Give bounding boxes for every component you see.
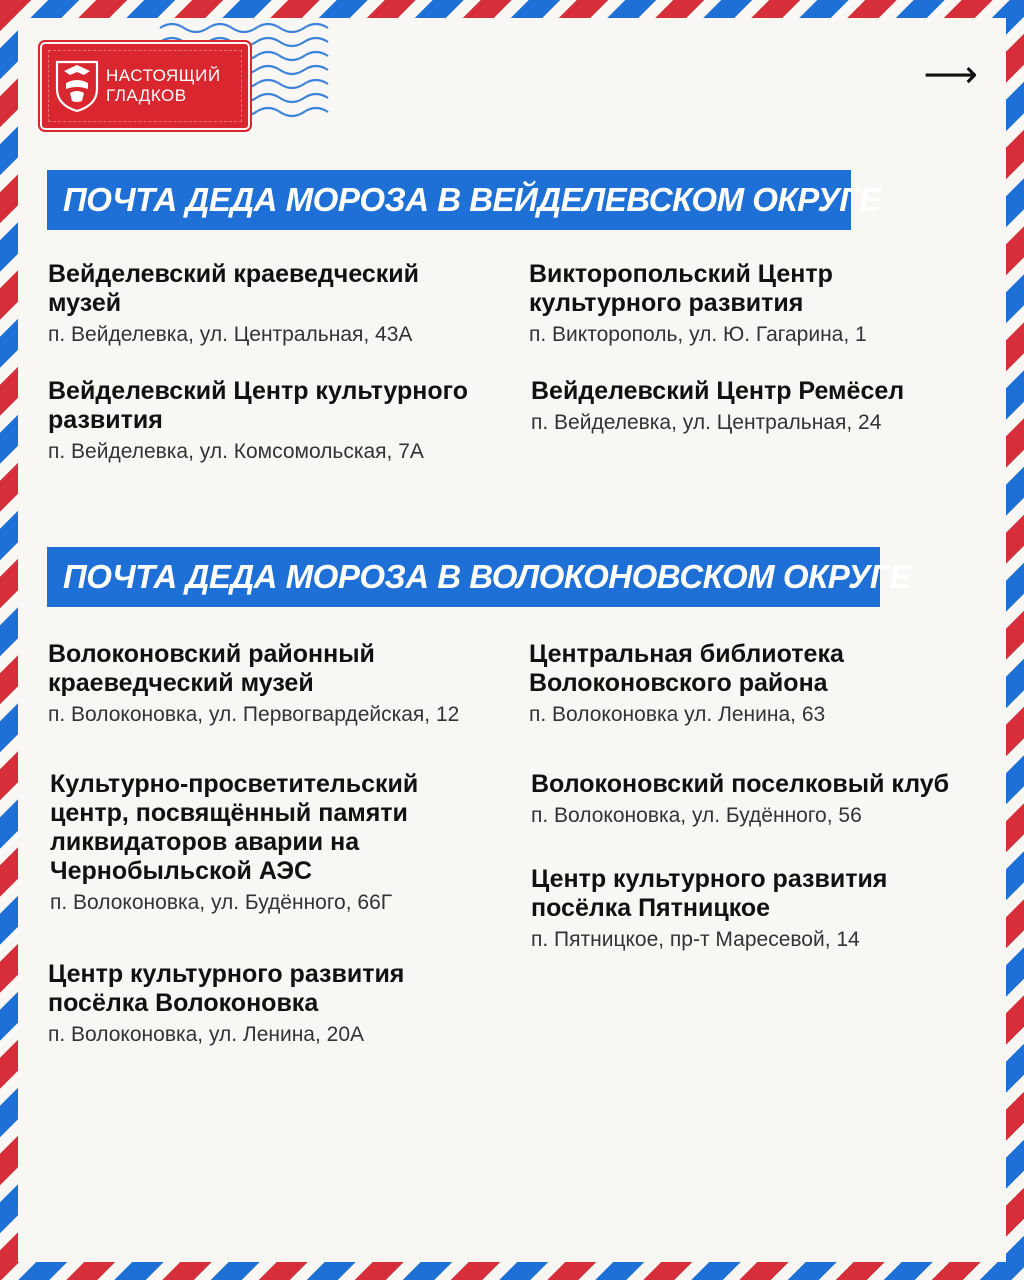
letter-card — [18, 18, 1006, 1262]
venue-name: Вейделевский краеведческий музей — [48, 260, 420, 317]
venue-address: п. Викторополь, ул. Ю. Гагарина, 1 — [529, 323, 867, 346]
list-item — [48, 377, 468, 466]
venue-name: Викторопольский Центр культурного развития — [529, 260, 833, 317]
venue-address: п. Волоконовка, ул. Будённого, 66Г — [50, 891, 393, 914]
venue-address: п. Вейделевка, ул. Комсомольская, 7А — [48, 440, 424, 463]
venue-address: п. Пятницкое, пр-т Маресевой, 14 — [531, 928, 860, 951]
list-item — [531, 865, 971, 954]
venue-name: Вейделевский Центр культурного развития — [48, 377, 469, 434]
venue-address: п. Вейделевка, ул. Центральная, 43А — [48, 323, 413, 346]
list-item — [48, 960, 488, 1049]
section-title: ПОЧТА ДЕДА МОРОЗА В ВОЛОКОНОВСКОМ ОКРУГЕ — [63, 558, 912, 595]
list-item — [48, 260, 468, 349]
venue-name: Центральная библиотека Волоконовского района — [529, 640, 844, 697]
venue-name: Волоконовский районный краеведческий музей — [48, 640, 375, 697]
brand-name-line1: НАСТОЯЩИЙ — [106, 66, 221, 85]
list-item — [531, 770, 991, 830]
venue-name: Культурно-просветительский центр, посвящённый памяти ликвидаторов аварии на Чернобыльской АЭС — [50, 770, 419, 885]
venue-address: п. Волоконовка, ул. Первогвардейская, 12 — [48, 703, 460, 726]
brand-stamp-logo — [42, 44, 248, 128]
venue-address: п. Волоконовка, ул. Ленина, 20А — [48, 1023, 365, 1046]
list-item — [529, 260, 969, 349]
section-banner-veydelevka — [47, 170, 881, 230]
list-item — [529, 640, 969, 729]
venue-name: Центр культурного развития посёлка Пятницкое — [531, 865, 888, 922]
brand-name — [106, 66, 221, 106]
venue-name: Центр культурного развития посёлка Волоконовка — [48, 960, 405, 1017]
section-banner-volokonovka — [47, 547, 912, 607]
venue-address: п. Волоконовка ул. Ленина, 63 — [529, 703, 826, 726]
venue-address: п. Волоконовка, ул. Будённого, 56 — [531, 804, 862, 827]
section-title: ПОЧТА ДЕДА МОРОЗА В ВЕЙДЕЛЕВСКОМ ОКРУГЕ — [63, 181, 881, 218]
list-item — [531, 377, 981, 437]
next-arrow-icon[interactable]: ⟶ — [923, 54, 978, 96]
venue-name: Волоконовский поселковый клуб — [531, 770, 950, 798]
list-item — [50, 770, 480, 917]
brand-name-line2: ГЛАДКОВ — [106, 86, 187, 105]
list-item — [48, 640, 468, 729]
coat-of-arms-icon — [54, 59, 100, 113]
venue-address: п. Вейделевка, ул. Центральная, 24 — [531, 411, 882, 434]
venue-name: Вейделевский Центр Ремёсел — [531, 377, 905, 405]
